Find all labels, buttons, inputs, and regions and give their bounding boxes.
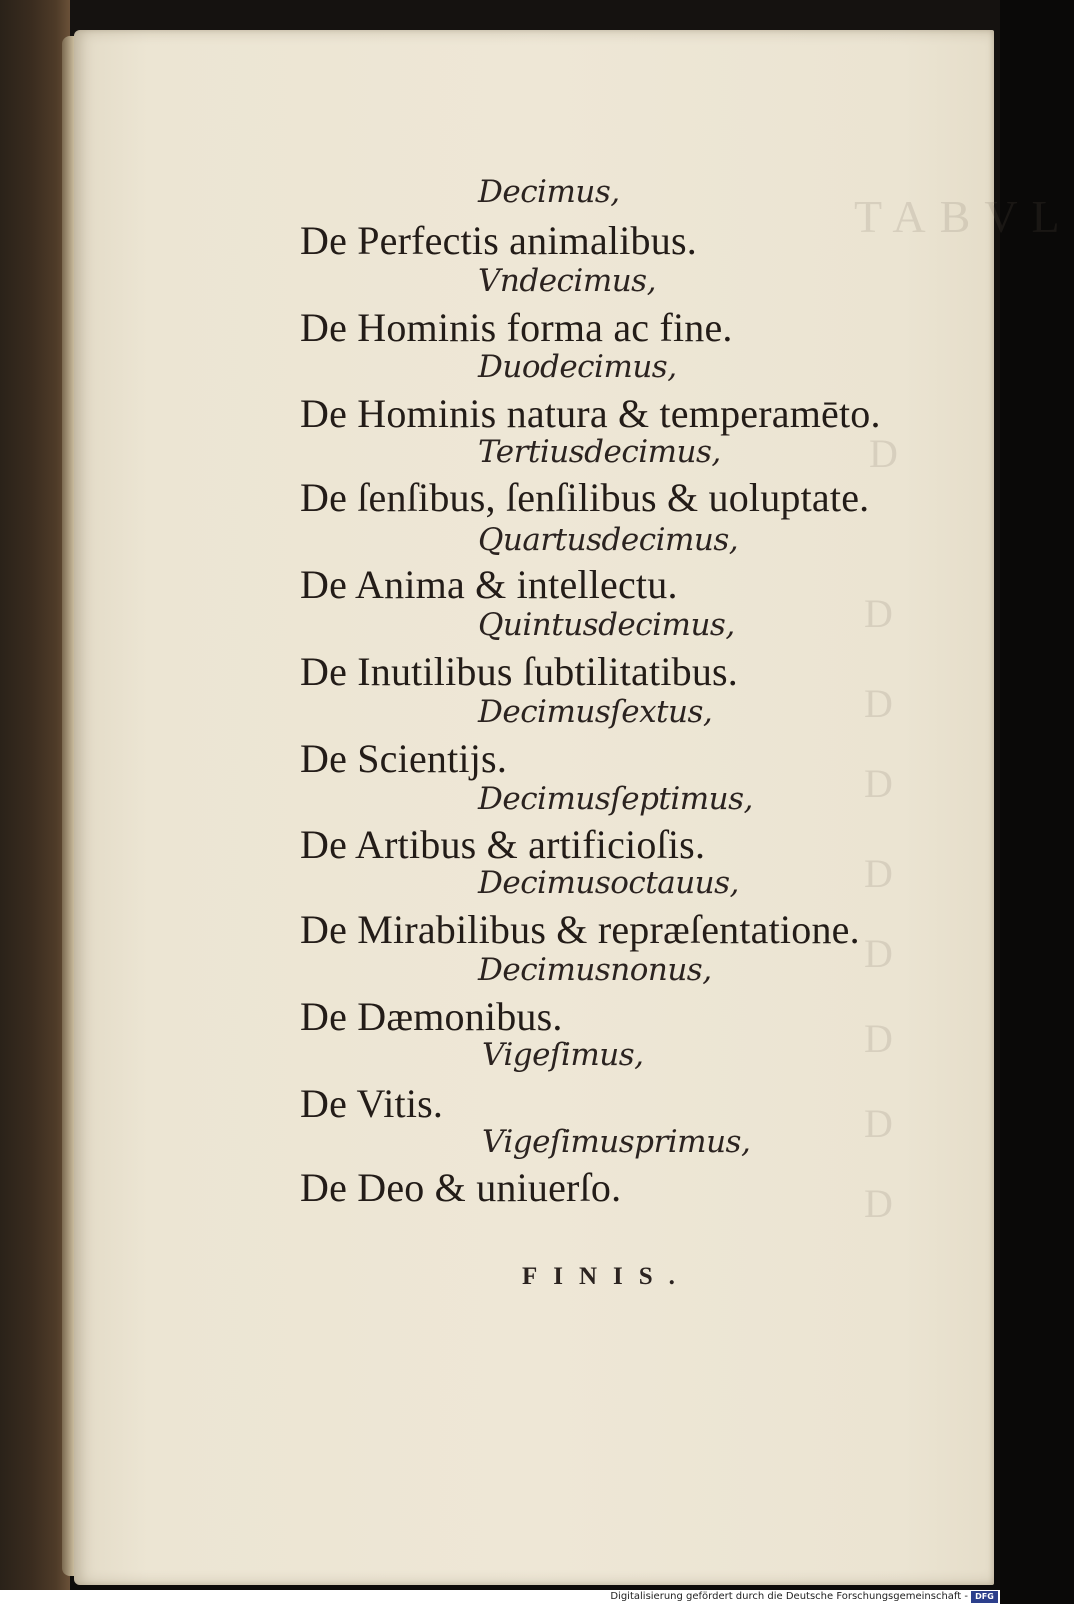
show-through-text: D xyxy=(864,931,893,976)
chapter-ordinal: Duodecimus, xyxy=(478,349,677,385)
show-through-text: D xyxy=(869,431,898,476)
chapter-ordinal: Vigeſimusprimus, xyxy=(482,1124,751,1160)
show-through-text: D xyxy=(864,761,893,806)
chapter-title: De Dæmonibus. xyxy=(300,994,563,1039)
chapter-title: De Inutilibus ſubtilitatibus. xyxy=(300,649,739,694)
chapter-ordinal: Quintusdecimus, xyxy=(478,607,735,643)
dfg-logo: DFG xyxy=(971,1591,998,1603)
show-through-text: TABVL xyxy=(854,191,1074,242)
funding-credit: Digitalisierung gefördert durch die Deutsche Forschungsgemeinschaft - xyxy=(610,1591,968,1602)
show-through-text: D xyxy=(864,681,893,726)
chapter-ordinal: Tertiusdecimus, xyxy=(478,434,721,470)
show-through-text: D xyxy=(864,1101,893,1146)
show-through-text: D xyxy=(864,591,893,636)
chapter-title: De Perfectis animalibus. xyxy=(300,218,697,263)
chapter-title: De Hominis forma ac fine. xyxy=(300,305,733,350)
chapter-title: De Scientijs. xyxy=(300,736,508,781)
chapter-title: De Hominis natura & temperamēto. xyxy=(300,391,881,436)
chapter-ordinal: Decimusſeptimus, xyxy=(478,781,753,817)
show-through-text: D xyxy=(864,1016,893,1061)
chapter-title: De Mirabilibus & repræſentatione. xyxy=(300,907,860,952)
chapter-ordinal: Vigeſimus, xyxy=(482,1037,644,1073)
chapter-ordinal: Decimusſextus, xyxy=(478,694,713,730)
chapter-ordinal: Decimus, xyxy=(478,174,620,210)
chapter-title: De Anima & intellectu. xyxy=(300,562,678,607)
chapter-title: De ſenſibus, ſenſilibus & uoluptate. xyxy=(300,475,870,520)
finis-colophon: FINIS. xyxy=(522,1263,691,1290)
chapter-ordinal: Vndecimus, xyxy=(478,263,656,299)
show-through-text: D xyxy=(864,1181,893,1226)
chapter-title: De Vitis. xyxy=(300,1081,444,1126)
chapter-ordinal: Quartusdecimus, xyxy=(478,522,739,558)
chapter-title: De Deo & uniuerſo. xyxy=(300,1165,622,1210)
chapter-ordinal: Decimusoctauus, xyxy=(478,865,739,901)
show-through-text: D xyxy=(864,851,893,896)
chapter-ordinal: Decimusnonus, xyxy=(478,952,712,988)
chapter-title: De Artibus & artificioſis. xyxy=(300,822,706,867)
